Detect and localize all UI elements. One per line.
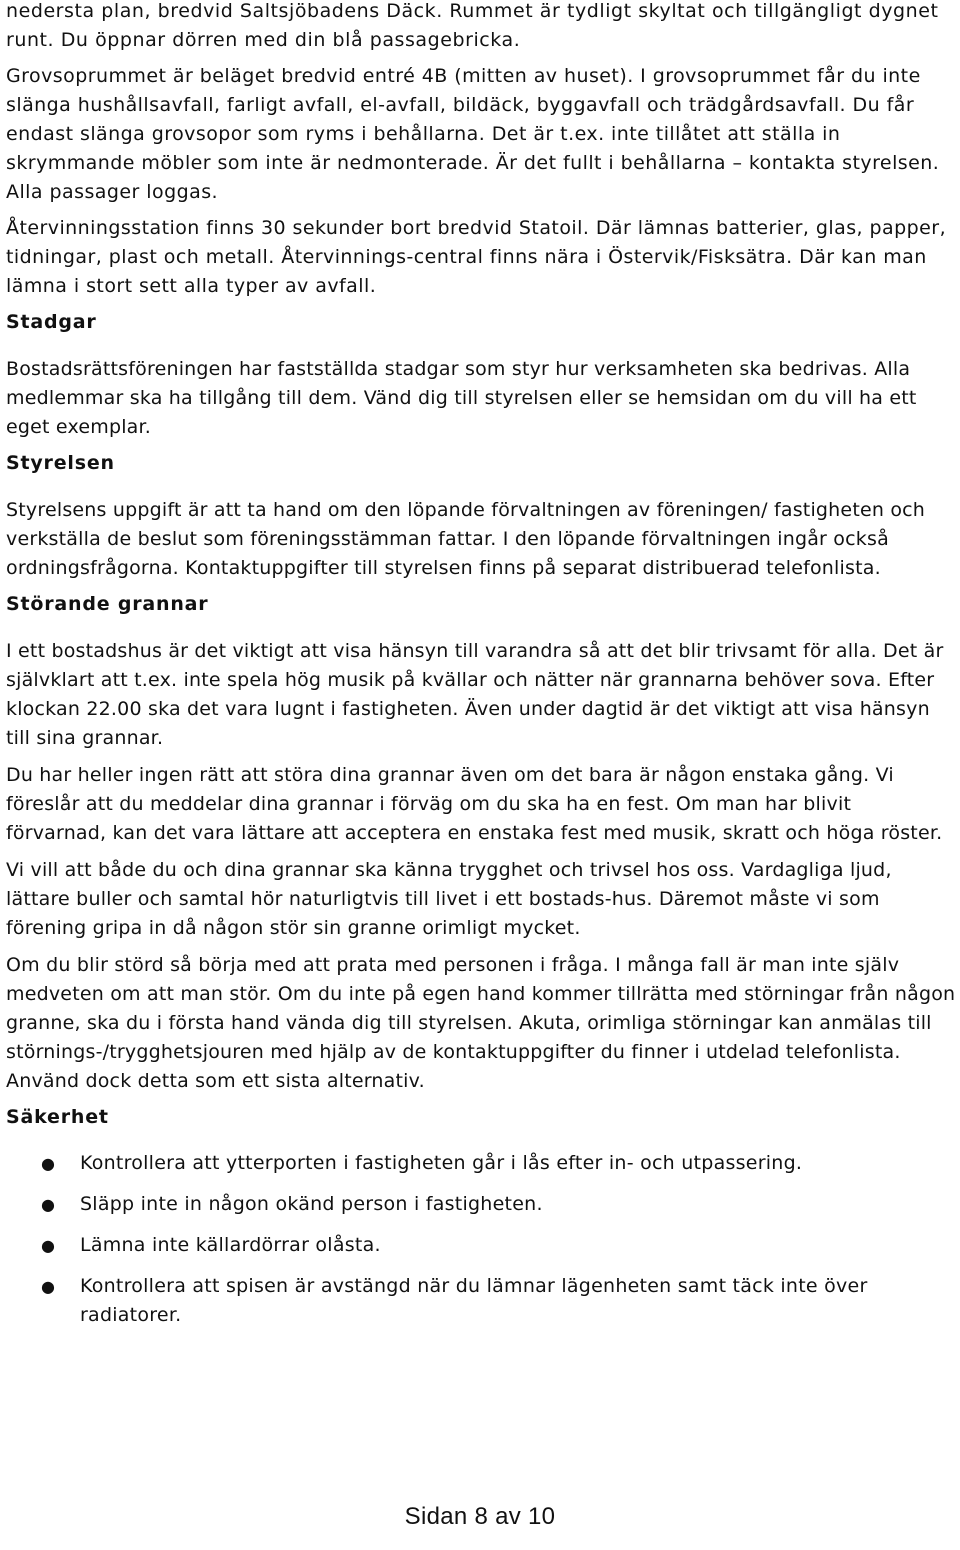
list-item bbox=[6, 1231, 956, 1260]
styrelsen-heading: Styrelsen bbox=[6, 452, 115, 474]
bullet-icon: ● bbox=[41, 1195, 56, 1214]
bullet-icon: ● bbox=[41, 1154, 56, 1173]
sakerhet-list bbox=[6, 1149, 956, 1330]
stadgar-paragraph: Bostadsrättsföreningen har fastställda stadgar som styr hur verksamheten ska bedrivas. Alla medlemmar ska ha tillgång till dem. Vänd dig till styrelsen eller se hemsidan om du vill ha ett eget exemplar. bbox=[6, 358, 917, 438]
list-item-text: Lämna inte källardörrar olåsta. bbox=[80, 1234, 381, 1256]
list-item-text: Släpp inte in någon okänd person i fastigheten. bbox=[80, 1193, 543, 1215]
sakerhet-heading: Säkerhet bbox=[6, 1106, 109, 1128]
storande-grannar-paragraph-3: Vi vill att både du och dina grannar ska känna trygghet och trivsel hos oss. Vardagliga ljud, lättare buller och samtal hör naturligtvis till livet i ett bostads-hus. Däremot måste vi som förening gripa in då någon stör sin granne orimligt mycket. bbox=[6, 859, 892, 939]
list-item bbox=[6, 1190, 956, 1219]
garbage-room-paragraph: nedersta plan, bredvid Saltsjöbadens Däck. Rummet är tydligt skyltat och tillgängligt dygnet runt. Du öppnar dörren med din blå passagebricka. bbox=[6, 0, 939, 51]
storande-grannar-paragraph-2: Du har heller ingen rätt att störa dina grannar även om det bara är någon enstaka gång. Vi föreslår att du meddelar dina grannar i förväg om du ska ha en fest. Om man har blivit förvarnad, kan det vara lättare att acceptera en enstaka fest med musik, skratt och höga röster. bbox=[6, 764, 943, 844]
storande-grannar-paragraph-4: Om du blir störd så börja med att prata med personen i fråga. I många fall är man inte själv medveten om att man stör. Om du inte på egen hand kommer tillrätta med störningar från någon granne, ska du i första hand vända dig till styrelsen. Akuta, orimliga störningar kan anmälas till störnings-/trygghetsjouren med hjälp av de kontaktuppgifter du finner i utdelad telefonlista. Använd dock detta som ett sista alternativ. bbox=[6, 954, 956, 1092]
list-item-text: Kontrollera att spisen är avstängd när du lämnar lägenheten samt täck inte över radiatorer. bbox=[80, 1275, 868, 1326]
list-item bbox=[6, 1272, 956, 1330]
document-page bbox=[6, 0, 956, 1342]
styrelsen-paragraph: Styrelsens uppgift är att ta hand om den löpande förvaltningen av föreningen/ fastigheten och verkställa de beslut som föreningsstämman fattar. I den löpande förvaltningen ingår också ordningsfrågorna. Kontaktuppgifter till styrelsen finns på separat distribuerad telefonlista. bbox=[6, 499, 926, 579]
storande-grannar-paragraph-1: I ett bostadshus är det viktigt att visa hänsyn till varandra så att det blir trivsamt för alla. Det är självklart att t.ex. inte spela hög musik på kvällar och nätter när grannarna behöver sova. Efter klockan 22.00 ska det vara lugnt i fastigheten. Även under dagtid är det viktigt att visa hänsyn till sina grannar. bbox=[6, 640, 944, 749]
bulky-waste-paragraph: Grovsoprummet är beläget bredvid entré 4B (mitten av huset). I grovsoprummet får du inte slänga hushållsavfall, farligt avfall, el-avfall, bildäck, byggavfall och trädgårdsavfall. Du får endast slänga grovsopor som ryms i behållarna. Det är t.ex. inte tillåtet att ställa in skrymmande möbler som inte är nedmonterade. Är det fullt i behållarna – kontakta styrelsen. Alla passager loggas. bbox=[6, 65, 940, 203]
recycling-paragraph: Återvinningsstation finns 30 sekunder bort bredvid Statoil. Där lämnas batterier, glas, papper, tidningar, plast och metall. Återvinnings-central finns nära i Östervik/Fisksätra. Där kan man lämna i stort sett alla typer av avfall. bbox=[6, 217, 947, 297]
bullet-icon: ● bbox=[41, 1236, 56, 1255]
storande-grannar-heading: Störande grannar bbox=[6, 593, 209, 615]
list-item-text: Kontrollera att ytterporten i fastigheten går i lås efter in- och utpassering. bbox=[80, 1152, 803, 1174]
list-item bbox=[6, 1149, 956, 1178]
bullet-icon: ● bbox=[41, 1277, 56, 1296]
stadgar-heading: Stadgar bbox=[6, 311, 97, 333]
page-number-footer: Sidan 8 av 10 bbox=[404, 1503, 556, 1530]
